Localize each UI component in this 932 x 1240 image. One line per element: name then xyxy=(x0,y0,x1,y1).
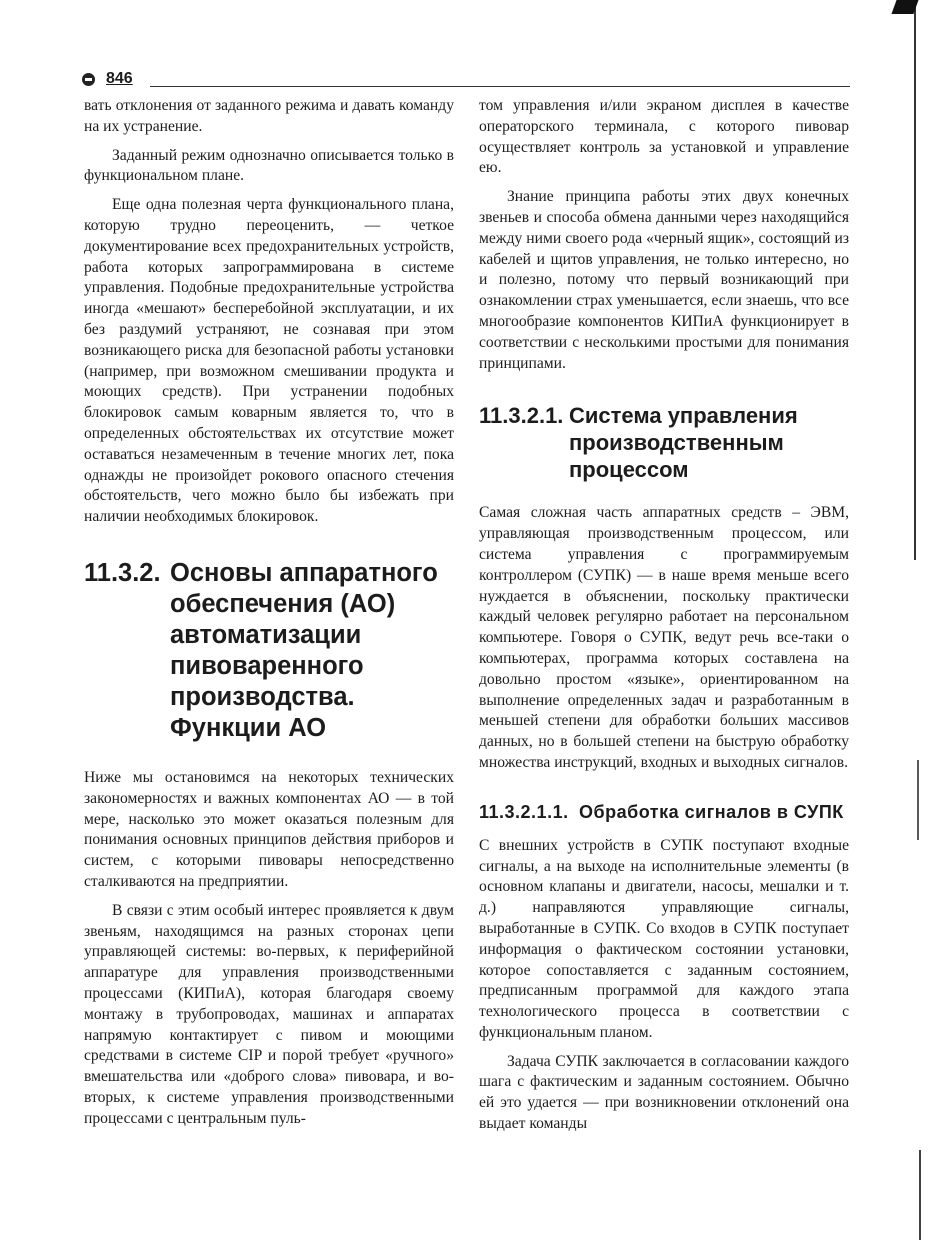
paragraph: Еще одна полезная черта функционального плана, которую трудно переоценить, — четкое документирование всех предохранительных устройств, работа которых запрограммирована в системе управления. Подобные предохранительные устройства иногда «мешают» бесперебойной эксплуатации, и их без раздумий устраняют, не сознавая при этом возникающего риска для безопасной работы установки (например, при возможном смешивании продукта и моющих средств). При устранении подобных блокировок самым коварным является то, что в определенных обстоятельствах их отсутствие может оставаться незамеченным в течение многих лет, пока однажды не произойдет рокового опасного стечения обстоятельств, чего можно было бы избежать при наличии необходимых блокировок. xyxy=(84,196,454,526)
circle-badge-icon xyxy=(82,73,95,86)
section-heading-text: Основы аппаратного обеспечения (АО) автоматизации пивоваренного производства. Функции АО xyxy=(170,558,438,742)
page-header xyxy=(82,70,850,90)
paragraph: Заданный режим однозначно описывается только в функциональном плане. xyxy=(84,146,454,185)
paragraph: Самая сложная часть аппаратных средств – ЭВМ, управляющая производственным процессом, или система управления с программируемым контроллером (СУПК) — в наше время меньше всего нуждается в объяснении, поскольку практически каждый человек регулярно работает на персональном компьютере. Говоря о СУПК, ведут речь все-таки о компьютерах, программа которых составлена на довольно простом «языке», ориентированном на выполнение определенных задач и разработанным в меньшей степени для обработки больших массивов данных, но в большей степени на быструю обработку множества инструкций, входных и выходных сигналов. xyxy=(479,504,849,771)
scan-edge-line xyxy=(919,1150,921,1240)
paragraph: вать отклонения от заданного режима и давать команду на их устранение. xyxy=(84,97,454,135)
paragraph: Ниже мы остановимся на некоторых технических закономерностях и важных компонентах АО — в той мере, насколько это может оказаться полезным для понимания основных принципов действия приборов и систем, с которыми пивовары непосредственно сталкиваются на предприятии. xyxy=(84,768,454,890)
header-rule xyxy=(150,86,850,87)
left-column xyxy=(84,96,454,1129)
subsubsection-heading-number: 11.3.2.1.1. xyxy=(479,801,569,822)
paragraph: Задача СУПК заключается в согласовании каждого шага с фактическим и заданным состоянием. Обычно ей это удается — при возникновении отклонений она выдает команды xyxy=(479,1052,849,1133)
subsubsection-heading-text: Обработка сигналов в СУПК xyxy=(579,801,844,822)
subsection-heading-number: 11.3.2.1. xyxy=(479,403,564,429)
subsubsection-heading xyxy=(479,800,849,824)
paragraph: С внешних устройств в СУПК поступают входные сигналы, а на выходе на исполнительные элементы (в основном клапаны и двигатели, насосы, мешалки и т. д.) направляются управляющие сигналы, выработанные в СУПК. Со входов в СУПК поступает информация о фактическом состоянии установки, которое сопоставляется с заданным состоянием, предписанным программой для каждого этапа технологического процесса в соответствии с функциональным планом. xyxy=(479,836,849,1041)
subsection-heading-text: Система управления производственным процессом xyxy=(569,403,798,483)
section-heading xyxy=(84,558,454,744)
scan-edge-line xyxy=(917,760,919,840)
page-number: 846 xyxy=(106,70,133,87)
paragraph: В связи с этим особый интерес проявляется к двум звеньям, находящимся на разных сторонах цепи управляющей системы: во-первых, к периферийной аппаратуре для управления производственными процессами (КИПиА), которая благодаря своему монтажу в трубопроводах, машинах и аппаратах напрямую контактирует с пивом и моющими средствами в системе CIP и порой требует «ручного» вмешательства или «доброго слова» пивовара, и во-вторых, к системе управления производственными процессами с центральным пуль- xyxy=(84,901,454,1127)
paragraph: том управления и/или экраном дисплея в качестве операторского терминала, с которого пивовар осуществляет контроль за установкой и управление ею. xyxy=(479,97,849,177)
paragraph: Знание принципа работы этих двух конечных звеньев и способа обмена данными через находящийся между ними своего рода «черный ящик», состоящий из кабелей и щитов управления, не только интересно, но и полезно, потому что первый возникающий при ознакомлении страх уменьшается, если знаешь, что все многообразие компонентов КИПиА функционирует в соответствии с несколькими простыми для понимания принципами. xyxy=(479,188,849,372)
scan-edge-line xyxy=(914,0,916,560)
section-heading-number: 11.3.2. xyxy=(84,558,161,587)
right-column xyxy=(479,96,849,1135)
subsection-heading xyxy=(479,402,849,483)
